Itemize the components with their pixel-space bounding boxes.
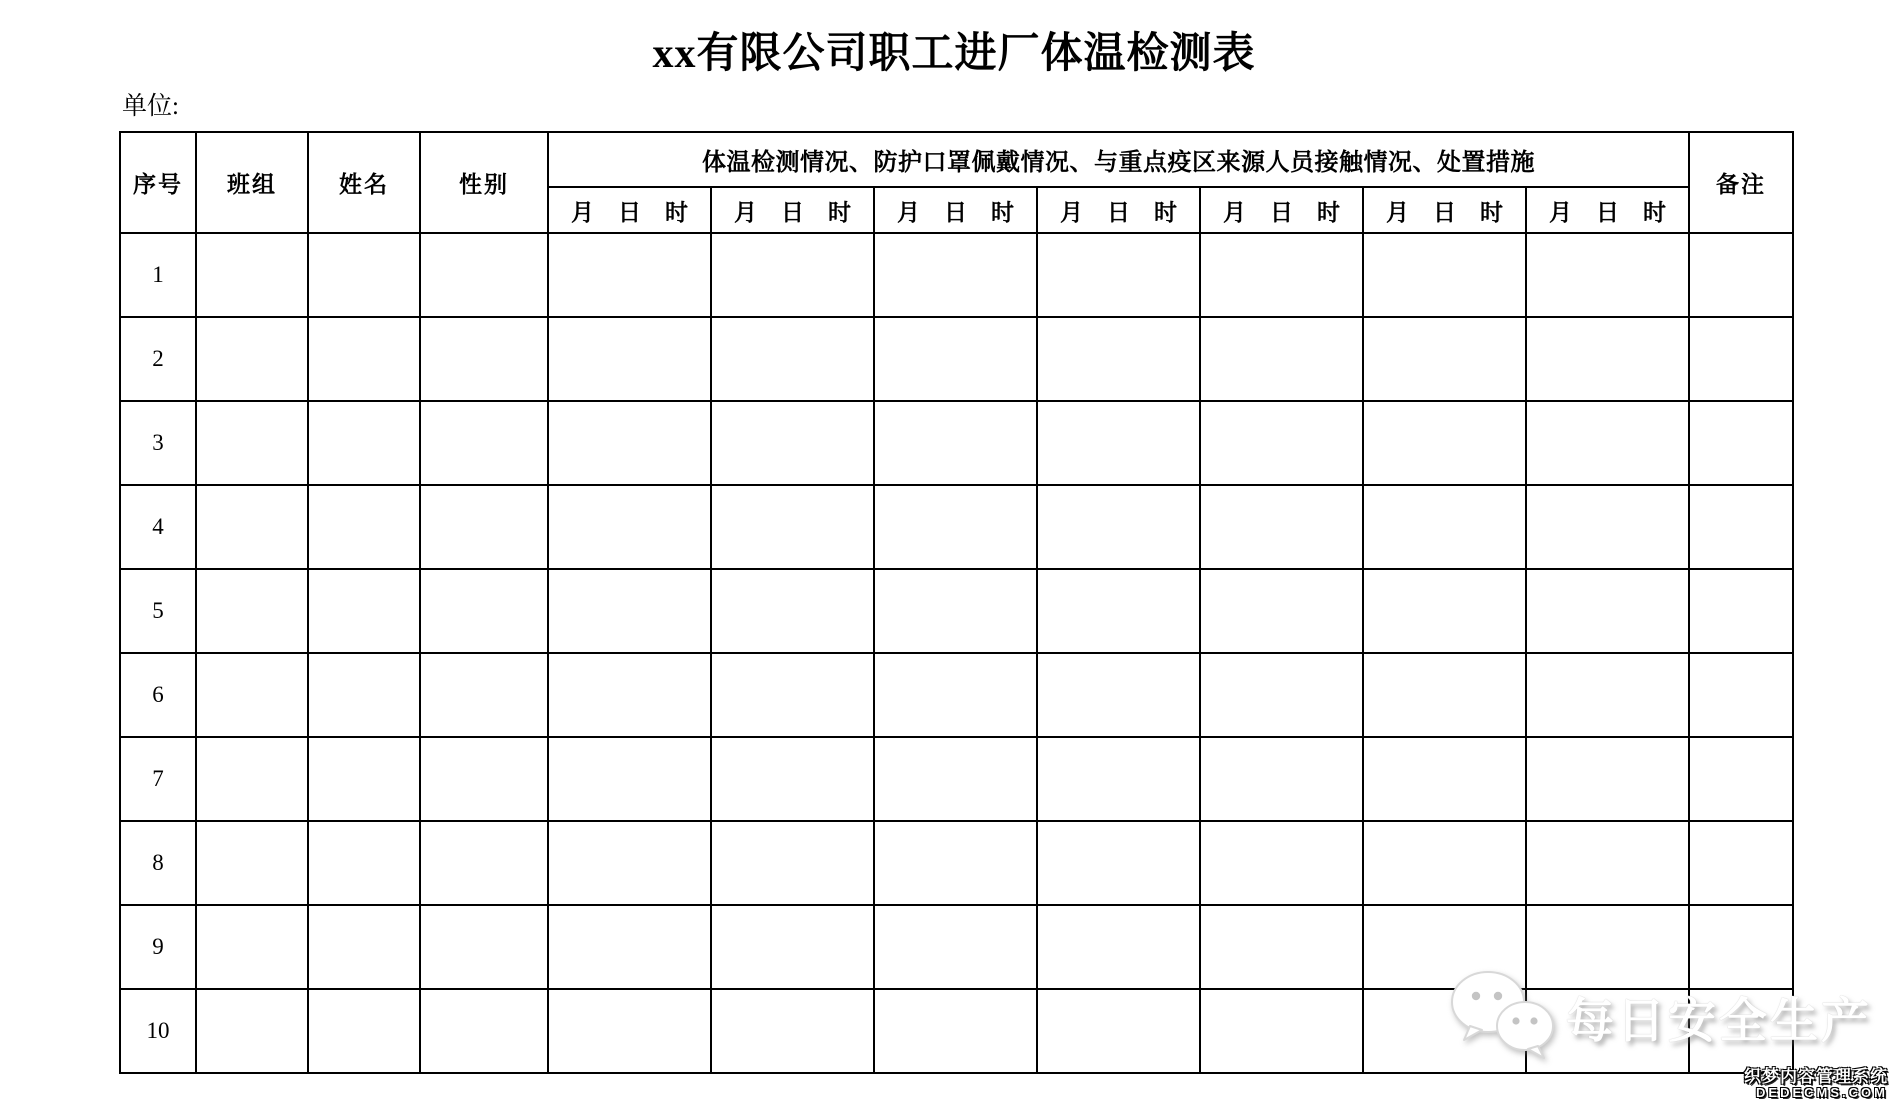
entry-cell	[874, 485, 1037, 569]
entry-cell	[1200, 233, 1363, 317]
date-part-month: 月	[897, 198, 920, 225]
date-part-hour: 时	[1317, 198, 1340, 225]
date-part-hour: 时	[1154, 198, 1177, 225]
row-number: 2	[120, 317, 196, 401]
entry-cell	[548, 989, 711, 1073]
date-subheader-cell	[1363, 187, 1526, 233]
entry-cell	[196, 569, 308, 653]
entry-cell	[1037, 569, 1200, 653]
entry-cell	[1363, 233, 1526, 317]
entry-cell	[1363, 821, 1526, 905]
entry-cell	[308, 737, 420, 821]
date-subheader-cell	[1526, 187, 1689, 233]
entry-cell	[308, 401, 420, 485]
entry-cell	[874, 737, 1037, 821]
entry-cell	[874, 821, 1037, 905]
cms-badge-line2: DEDECMS.COM	[1756, 1085, 1888, 1101]
entry-cell	[1200, 989, 1363, 1073]
entry-cell	[711, 821, 874, 905]
entry-cell	[548, 737, 711, 821]
entry-cell	[196, 233, 308, 317]
entry-cell	[548, 485, 711, 569]
entry-cell	[1200, 317, 1363, 401]
entry-cell	[420, 317, 548, 401]
date-part-hour: 时	[1643, 198, 1666, 225]
entry-cell	[420, 485, 548, 569]
entry-cell	[711, 569, 874, 653]
table-row	[120, 401, 1793, 485]
entry-cell	[1689, 653, 1793, 737]
entry-cell	[420, 821, 548, 905]
entry-cell	[308, 821, 420, 905]
date-subheader-cell	[548, 187, 711, 233]
row-number: 3	[120, 401, 196, 485]
table-row	[120, 233, 1793, 317]
date-subheader-cell	[1037, 187, 1200, 233]
cms-badge-line1: 织梦内容管理系统	[1744, 1066, 1888, 1086]
entry-cell	[308, 569, 420, 653]
entry-cell	[711, 401, 874, 485]
entry-cell	[548, 905, 711, 989]
header-row-main	[120, 132, 1793, 187]
date-part-hour: 时	[991, 198, 1014, 225]
entry-cell	[1200, 569, 1363, 653]
entry-cell	[1689, 569, 1793, 653]
entry-cell	[1526, 317, 1689, 401]
entry-cell	[874, 233, 1037, 317]
merged-column-header: 体温检测情况、防护口罩佩戴情况、与重点疫区来源人员接触情况、处置措施	[548, 132, 1689, 187]
entry-cell	[1037, 317, 1200, 401]
entry-cell	[548, 821, 711, 905]
entry-cell	[196, 317, 308, 401]
date-subheader-cell	[1200, 187, 1363, 233]
date-part-day: 日	[1433, 198, 1456, 225]
entry-cell	[196, 485, 308, 569]
entry-cell	[196, 989, 308, 1073]
entry-cell	[874, 569, 1037, 653]
entry-cell	[874, 401, 1037, 485]
entry-cell	[420, 401, 548, 485]
entry-cell	[1037, 485, 1200, 569]
temperature-check-table	[119, 131, 1794, 1074]
date-part-month: 月	[571, 198, 594, 225]
page-title: xx有限公司职工进厂体温检测表	[652, 31, 1256, 77]
entry-cell	[548, 653, 711, 737]
entry-cell	[196, 737, 308, 821]
entry-cell	[1689, 737, 1793, 821]
date-part-day: 日	[1596, 198, 1619, 225]
entry-cell	[1200, 401, 1363, 485]
entry-cell	[1363, 317, 1526, 401]
row-number: 1	[120, 233, 196, 317]
date-part-month: 月	[1549, 198, 1572, 225]
entry-cell	[1037, 989, 1200, 1073]
row-number: 5	[120, 569, 196, 653]
entry-cell	[1526, 821, 1689, 905]
entry-cell	[1689, 317, 1793, 401]
table-row	[120, 485, 1793, 569]
column-header-name: 姓名	[308, 132, 420, 233]
entry-cell	[1526, 233, 1689, 317]
entry-cell	[308, 653, 420, 737]
date-part-month: 月	[734, 198, 757, 225]
entry-cell	[420, 569, 548, 653]
entry-cell	[308, 989, 420, 1073]
entry-cell	[1526, 737, 1689, 821]
date-part-hour: 时	[828, 198, 851, 225]
entry-cell	[308, 485, 420, 569]
column-header-no: 序号	[120, 132, 196, 233]
entry-cell	[196, 821, 308, 905]
date-part-month: 月	[1223, 198, 1246, 225]
date-subheader-cell	[711, 187, 874, 233]
entry-cell	[1200, 737, 1363, 821]
entry-cell	[1689, 233, 1793, 317]
entry-cell	[420, 905, 548, 989]
date-subheader-cell	[874, 187, 1037, 233]
entry-cell	[1037, 737, 1200, 821]
date-part-day: 日	[781, 198, 804, 225]
column-header-gender: 性别	[420, 132, 548, 233]
date-part-day: 日	[1270, 198, 1293, 225]
entry-cell	[711, 485, 874, 569]
unit-label: 单位:	[122, 93, 179, 120]
entry-cell	[1037, 653, 1200, 737]
cms-badge	[1744, 1067, 1888, 1101]
entry-cell	[711, 737, 874, 821]
entry-cell	[1037, 821, 1200, 905]
entry-cell	[548, 569, 711, 653]
entry-cell	[308, 233, 420, 317]
entry-cell	[711, 653, 874, 737]
entry-cell	[874, 989, 1037, 1073]
entry-cell	[548, 233, 711, 317]
entry-cell	[1526, 401, 1689, 485]
date-part-day: 日	[618, 198, 641, 225]
table-row	[120, 737, 1793, 821]
entry-cell	[1689, 485, 1793, 569]
entry-cell	[420, 737, 548, 821]
table-row	[120, 653, 1793, 737]
entry-cell	[711, 905, 874, 989]
row-number: 7	[120, 737, 196, 821]
entry-cell	[420, 989, 548, 1073]
entry-cell	[196, 905, 308, 989]
table-row	[120, 821, 1793, 905]
entry-cell	[1363, 485, 1526, 569]
table-row	[120, 569, 1793, 653]
column-header-team: 班组	[196, 132, 308, 233]
entry-cell	[1689, 401, 1793, 485]
entry-cell	[548, 401, 711, 485]
entry-cell	[196, 653, 308, 737]
entry-cell	[1363, 569, 1526, 653]
entry-cell	[420, 653, 548, 737]
row-number: 10	[120, 989, 196, 1073]
entry-cell	[711, 233, 874, 317]
entry-cell	[1200, 905, 1363, 989]
wechat-icon	[1448, 968, 1556, 1065]
date-part-month: 月	[1060, 198, 1083, 225]
watermark	[1448, 968, 1872, 1065]
row-number: 8	[120, 821, 196, 905]
table-body	[120, 233, 1793, 1073]
entry-cell	[308, 317, 420, 401]
entry-cell	[1363, 737, 1526, 821]
watermark-text: 每日安全生产	[1566, 995, 1873, 1048]
entry-cell	[1689, 821, 1793, 905]
entry-cell	[711, 989, 874, 1073]
date-part-day: 日	[1107, 198, 1130, 225]
entry-cell	[1200, 821, 1363, 905]
entry-cell	[1037, 401, 1200, 485]
entry-cell	[1526, 569, 1689, 653]
entry-cell	[1363, 653, 1526, 737]
entry-cell	[1200, 485, 1363, 569]
date-part-day: 日	[944, 198, 967, 225]
row-number: 6	[120, 653, 196, 737]
date-part-month: 月	[1386, 198, 1409, 225]
entry-cell	[1200, 653, 1363, 737]
entry-cell	[1037, 233, 1200, 317]
table-row	[120, 317, 1793, 401]
entry-cell	[1363, 401, 1526, 485]
entry-cell	[874, 317, 1037, 401]
column-header-remark: 备注	[1689, 132, 1793, 233]
date-part-hour: 时	[665, 198, 688, 225]
entry-cell	[874, 905, 1037, 989]
row-number: 9	[120, 905, 196, 989]
entry-cell	[1526, 485, 1689, 569]
entry-cell	[1526, 653, 1689, 737]
entry-cell	[874, 653, 1037, 737]
row-number: 4	[120, 485, 196, 569]
entry-cell	[308, 905, 420, 989]
entry-cell	[420, 233, 548, 317]
date-part-hour: 时	[1480, 198, 1503, 225]
entry-cell	[711, 317, 874, 401]
entry-cell	[196, 401, 308, 485]
entry-cell	[1037, 905, 1200, 989]
entry-cell	[548, 317, 711, 401]
